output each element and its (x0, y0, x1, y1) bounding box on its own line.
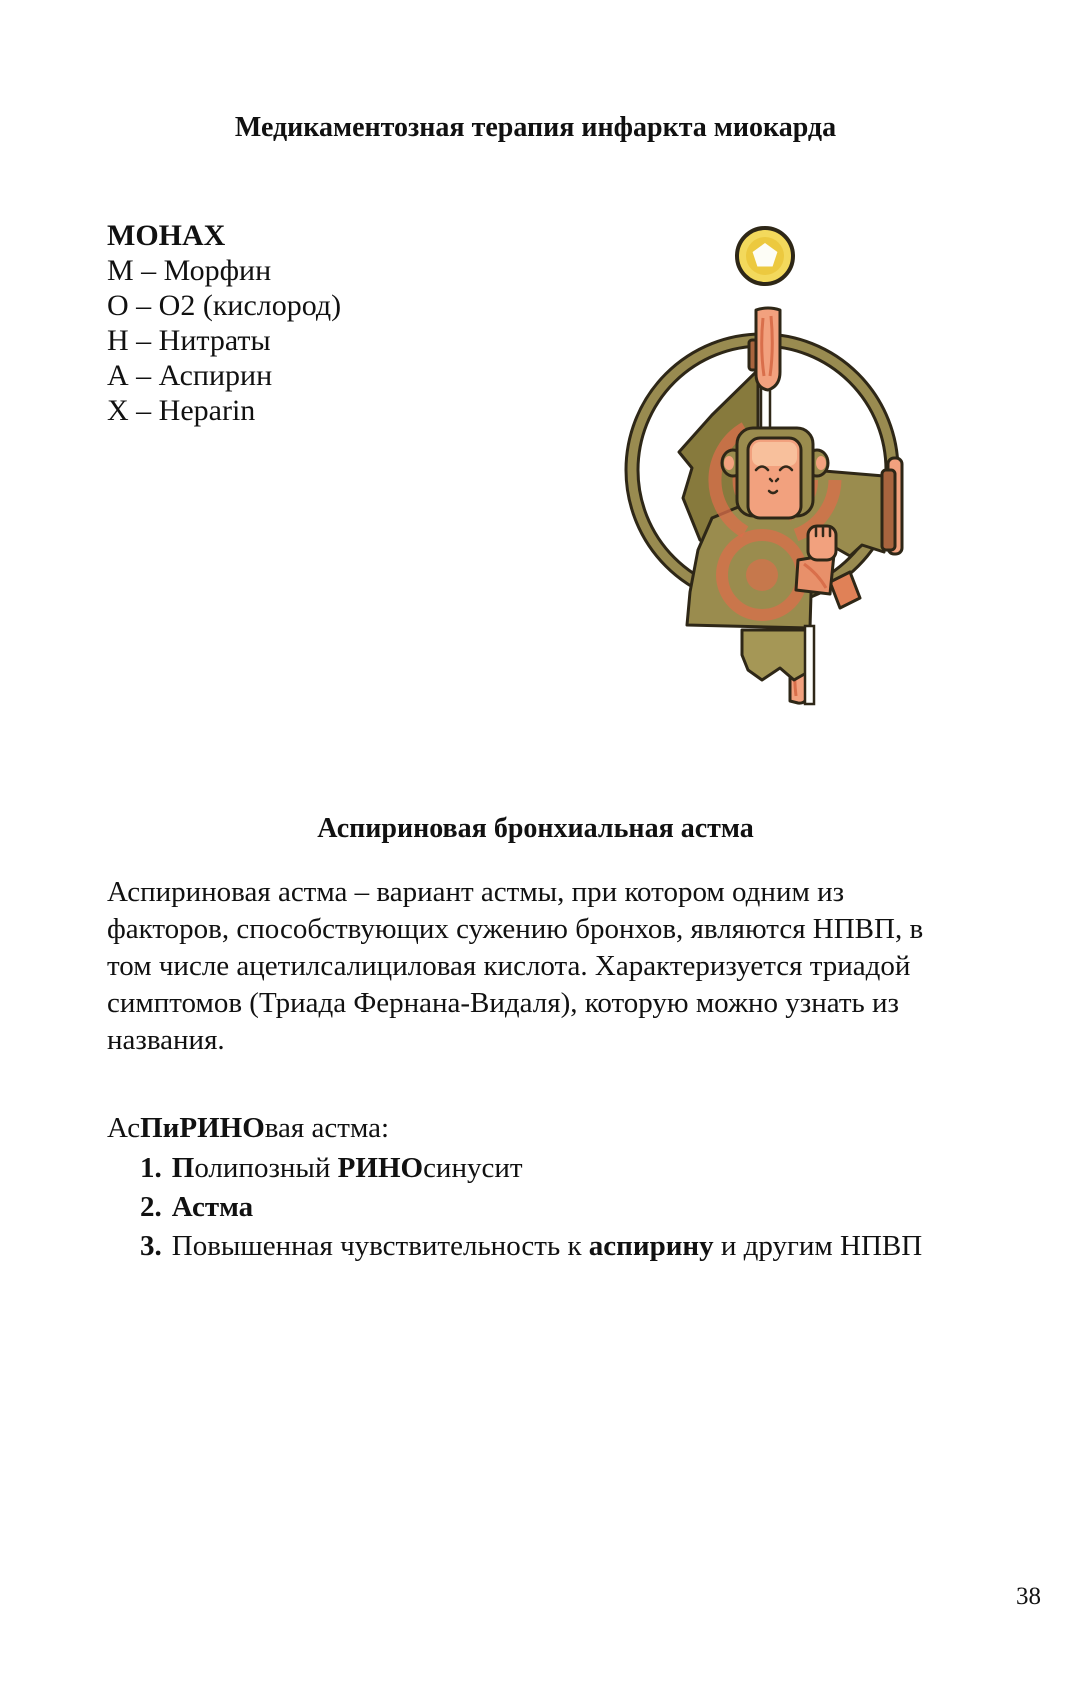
list-item: 2. Астма (140, 1191, 254, 1223)
gold-coin-icon (737, 228, 793, 284)
heading-segment-bold: ПиРИНО (140, 1112, 265, 1144)
monkey-monk-on-ring-icon (598, 210, 910, 710)
monkey-face (748, 438, 801, 518)
heading-segment: Ас (107, 1112, 141, 1144)
page-number: 38 (1016, 1583, 1041, 1610)
list-item-number: 1. (140, 1152, 162, 1184)
paragraph-line: названия. (107, 1024, 225, 1056)
mnemonic-item: Н – Нитраты (107, 324, 271, 357)
aspirin-mnemonic-heading (107, 1112, 389, 1145)
monah-mnemonic-block (107, 218, 341, 428)
mnemonic-item: М – Морфин (107, 254, 272, 287)
paragraph-line: Аспириновая астма – вариант астмы, при котором одним из (107, 876, 845, 908)
list-item-number: 3. (140, 1230, 162, 1262)
paragraph (107, 874, 967, 1059)
list-item: 3. Повышенная чувствительность к аспирину и другим НПВП (140, 1230, 923, 1262)
list-item-number: 2. (140, 1191, 162, 1223)
monkey-figure (679, 308, 902, 704)
paragraph-line: факторов, способствующих сужению бронхов, являются НПВП, в (107, 913, 924, 945)
mnemonic-item: О – О2 (кислород) (107, 289, 342, 322)
monkey-raised-arm (756, 308, 780, 390)
mnemonic-heading: МОНАХ (107, 219, 226, 252)
paragraph-line: том числе ацетилсалициловая кислота. Характеризуется триадой (107, 950, 911, 982)
mnemonic-item: Х – Heparin (107, 394, 256, 427)
list-item: 1. Полипозный РИНОсинусит (140, 1152, 523, 1184)
heading-segment: вая астма: (264, 1112, 390, 1144)
page-title: Медикаментозная терапия инфаркта миокарда (234, 112, 837, 143)
mnemonic-item: А – Аспирин (107, 359, 273, 392)
paragraph-line: симптомов (Триада Фернана-Видаля), которую можно узнать из (107, 987, 899, 1019)
aspirin-triad-list (140, 1149, 922, 1266)
section-title: Аспириновая бронхиальная астма (317, 813, 754, 844)
